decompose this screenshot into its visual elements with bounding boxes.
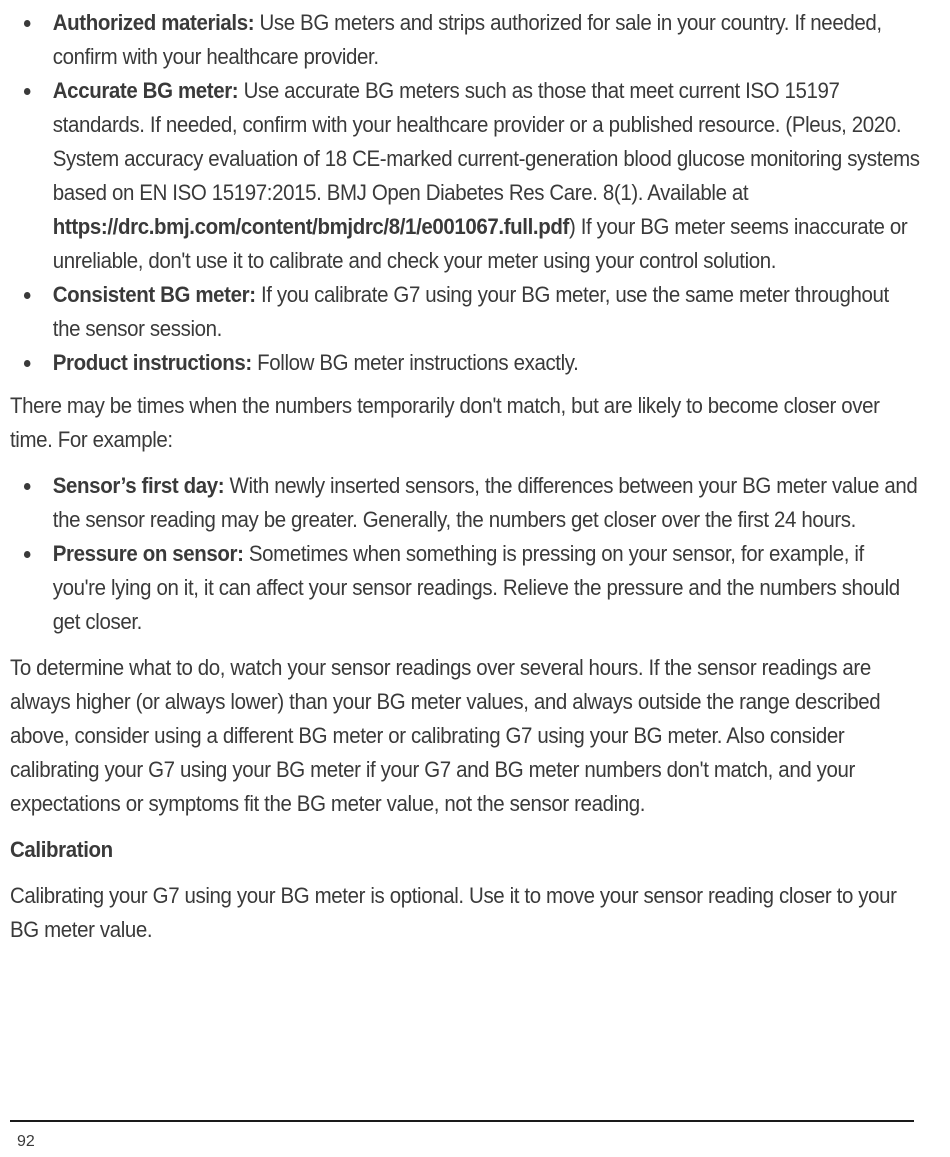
list-item-text: With newly inserted sensors, the differences between your BG meter value and the sensor reading may be greater. Generally, the numbers get closer over the first 24 hours.	[52, 473, 918, 532]
bullet-icon	[24, 88, 31, 95]
section-heading: Calibration	[10, 837, 113, 862]
list-item-term: Sensor’s first day:	[52, 473, 225, 498]
document-body	[10, 6, 921, 947]
list-item-text-continued: ) If your BG meter seems inaccurate or unreliable, don't use it to calibrate and check your meter using your control solution.	[52, 214, 908, 273]
calibration-paragraph: Calibrating your G7 using your BG meter is optional. Use it to move your sensor reading closer to your BG meter value.	[10, 883, 897, 942]
list-item-term: Product instructions:	[52, 350, 252, 375]
list-item-term: Authorized materials:	[52, 10, 255, 35]
examples-list	[10, 469, 921, 639]
list-item-term: Accurate BG meter:	[52, 78, 239, 103]
list-item	[10, 74, 921, 278]
requirements-list	[10, 6, 921, 380]
list-item-text: If you calibrate G7 using your BG meter, use the same meter throughout the sensor session.	[52, 282, 889, 341]
document-page	[10, 6, 920, 947]
intro-paragraph: There may be times when the numbers temporarily don't match, but are likely to become closer over time. For example:	[10, 393, 880, 452]
bullet-icon	[24, 292, 31, 299]
bullet-icon	[24, 483, 31, 490]
bullet-icon	[24, 551, 31, 558]
page-number: 92	[17, 1133, 35, 1150]
list-item-text: Sometimes when something is pressing on your sensor, for example, if you're lying on it, it can affect your sensor readings. Relieve the pressure and the numbers should get closer.	[52, 541, 900, 634]
bullet-icon	[24, 20, 31, 27]
reference-link[interactable]: https://drc.bmj.com/content/bmjdrc/8/1/e001067.full.pdf	[52, 214, 569, 239]
list-item	[10, 278, 921, 346]
list-item-term: Consistent BG meter:	[52, 282, 256, 307]
list-item	[10, 469, 921, 537]
guidance-paragraph: To determine what to do, watch your sensor readings over several hours. If the sensor readings are always higher (or always lower) than your BG meter values, and always outside the range described above, consider using a different BG meter or calibrating G7 using your BG meter. Also consider calibrating your G7 using your BG meter if your G7 and BG meter numbers don't match, and your expectations or symptoms fit the BG meter value, not the sensor reading.	[10, 655, 881, 816]
list-item-text: Use accurate BG meters such as those that meet current ISO 15197 standards. If needed, confirm with your healthcare provider or a published resource. (Pleus, 2020. System accuracy evaluation of 18 CE-marked current-generation blood glucose monitoring systems based on EN ISO 15197:2015. BMJ Open Diabetes Res Care. 8(1). Available at	[52, 78, 920, 205]
list-item	[10, 346, 921, 380]
footer-divider	[10, 1120, 914, 1122]
list-item	[10, 6, 921, 74]
list-item	[10, 537, 921, 639]
list-item-text: Use BG meters and strips authorized for sale in your country. If needed, confirm with your healthcare provider.	[52, 10, 882, 69]
list-item-text: Follow BG meter instructions exactly.	[251, 350, 579, 375]
list-item-term: Pressure on sensor:	[52, 541, 244, 566]
bullet-icon	[24, 360, 31, 367]
